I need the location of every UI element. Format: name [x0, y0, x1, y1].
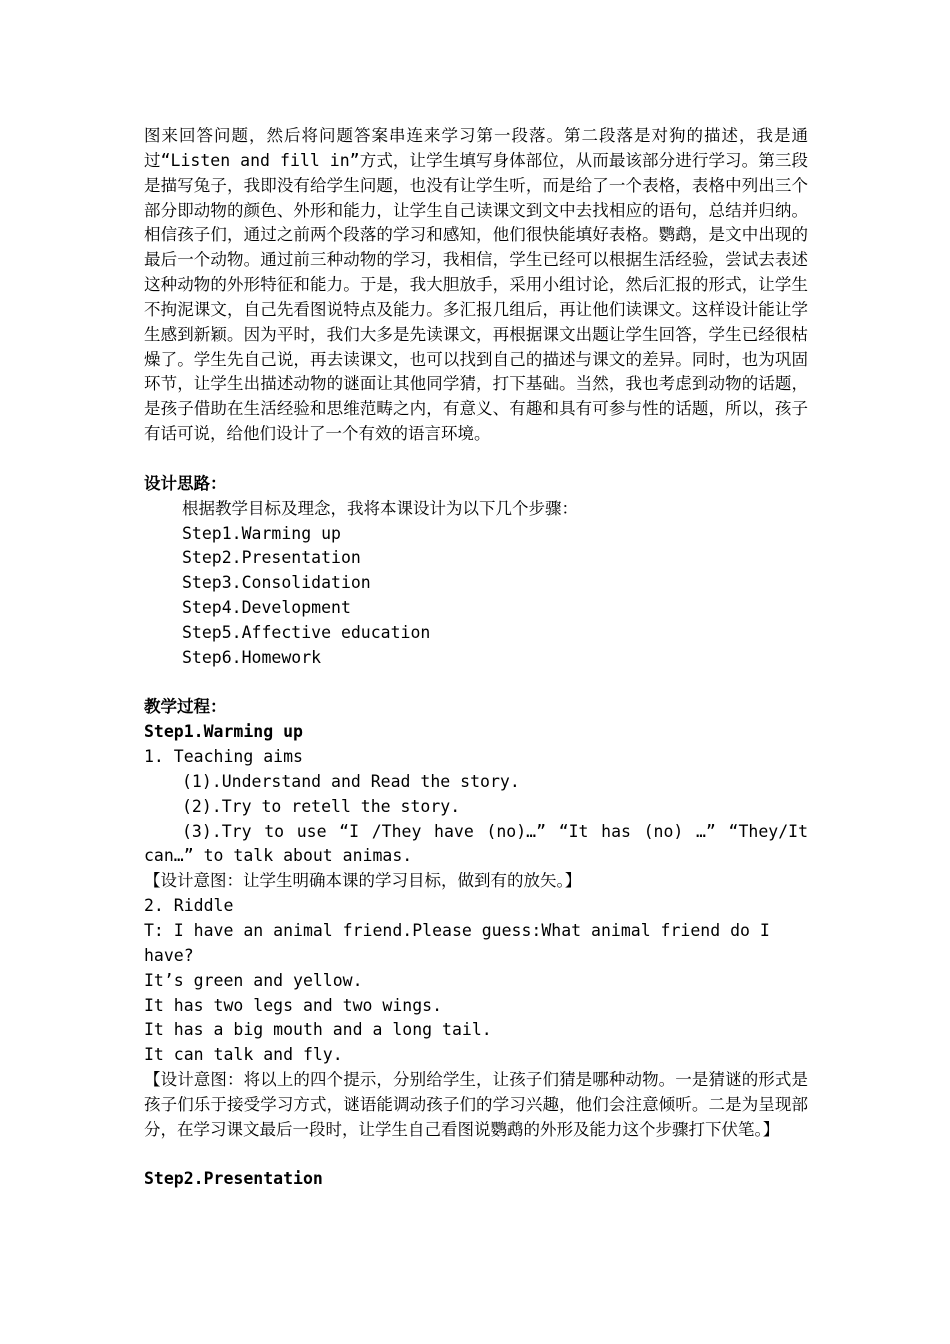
document-page [144, 124, 808, 1192]
riddle-design-note: 【设计意图：将以上的四个提示，分别给学生，让孩子们猜是哪种动物。一是猜谜的形式是孩子们乐于接受学习方式，谜语能调动孩子们的学习兴趣，他们会注意倾听。二是为呈现部分，在学习课文最后一段时，让学生自己看图说鹦鹉的外形及能力这个步骤打下伏笔。】 [144, 1070, 808, 1139]
process-heading: 教学过程： [144, 697, 227, 717]
design-step-3: Step3.Consolidation [182, 573, 371, 593]
design-heading: 设计思路： [144, 473, 227, 493]
design-step-5: Step5.Affective education [182, 622, 431, 642]
aim-2: (2).Try to retell the story. [182, 796, 461, 816]
design-intro: 根据教学目标及理念，我将本课设计为以下几个步骤： [182, 498, 578, 518]
design-step-4: Step4.Development [182, 598, 351, 618]
riddle-line-1: T: I have an animal friend.Please guess:What animal friend do I have? [144, 921, 780, 965]
design-step-6: Step6.Homework [182, 647, 322, 667]
step2-title: Step2.Presentation [144, 1169, 323, 1189]
design-step-1: Step1.Warming up [182, 523, 341, 543]
spacer [144, 671, 808, 696]
step1-title: Step1.Warming up [144, 722, 303, 742]
design-step-2: Step2.Presentation [182, 548, 361, 568]
riddle-line-3: It has two legs and two wings. [144, 995, 443, 1015]
aim-3: (3).Try to use “I /They have (no)…” “It has (no) …” “They/It can…” to talk about animas. [144, 821, 808, 866]
riddle-title: 2. Riddle [144, 896, 234, 916]
aim-1: (1).Understand and Read the story. [182, 771, 520, 791]
spacer [144, 447, 808, 472]
spacer [144, 1143, 808, 1168]
riddle-line-4: It has a big mouth and a long tail. [144, 1020, 492, 1040]
teaching-aims-title: 1. Teaching aims [144, 747, 303, 767]
aims-design-note: 【设计意图：让学生明确本课的学习目标，做到有的放矢。】 [144, 871, 582, 891]
intro-paragraph: 图来回答问题，然后将问题答案串连来学习第一段落。第二段落是对狗的描述，我是通过“Listen and fill in”方式，让学生填写身体部位，从而最该部分进行学习。第三段是描写兔子，我即没有给学生问题，也没有让学生听，而是给了一个表格，表格中列出三个部分即动物的颜色、外形和能力，让学生自己读课文到文中去找相应的语句，总结并归纳。相信孩子们，通过之前两个段落的学习和感知，他们很快能填好表格。鹦鹉，是文中出现的最后一个动物。通过前三种动物的学习，我相信，学生已经可以根据生活经验，尝试去表述这种动物的外形特征和能力。于是，我大胆放手，采用小组讨论，然后汇报的形式，让学生不拘泥课文，自己先看图说特点及能力。多汇报几组后，再让他们读课文。这样设计能让学生感到新颖。因为平时，我们大多是先读课文，再根据课文出题让学生回答，学生已经很枯燥了。学生先自己说，再去读课文，也可以找到自己的描述与课文的差异。同时，也为巩固环节，让学生出描述动物的谜面让其他同学猜，打下基础。当然，我也考虑到动物的话题，是孩子借助在生活经验和思维范畴之内，有意义、有趣和具有可参与性的话题，所以，孩子有话可说，给他们设计了一个有效的语言环境。 [144, 126, 808, 444]
riddle-line-5: It can talk and fly. [144, 1045, 343, 1065]
riddle-line-2: It’s green and yellow. [144, 970, 363, 990]
